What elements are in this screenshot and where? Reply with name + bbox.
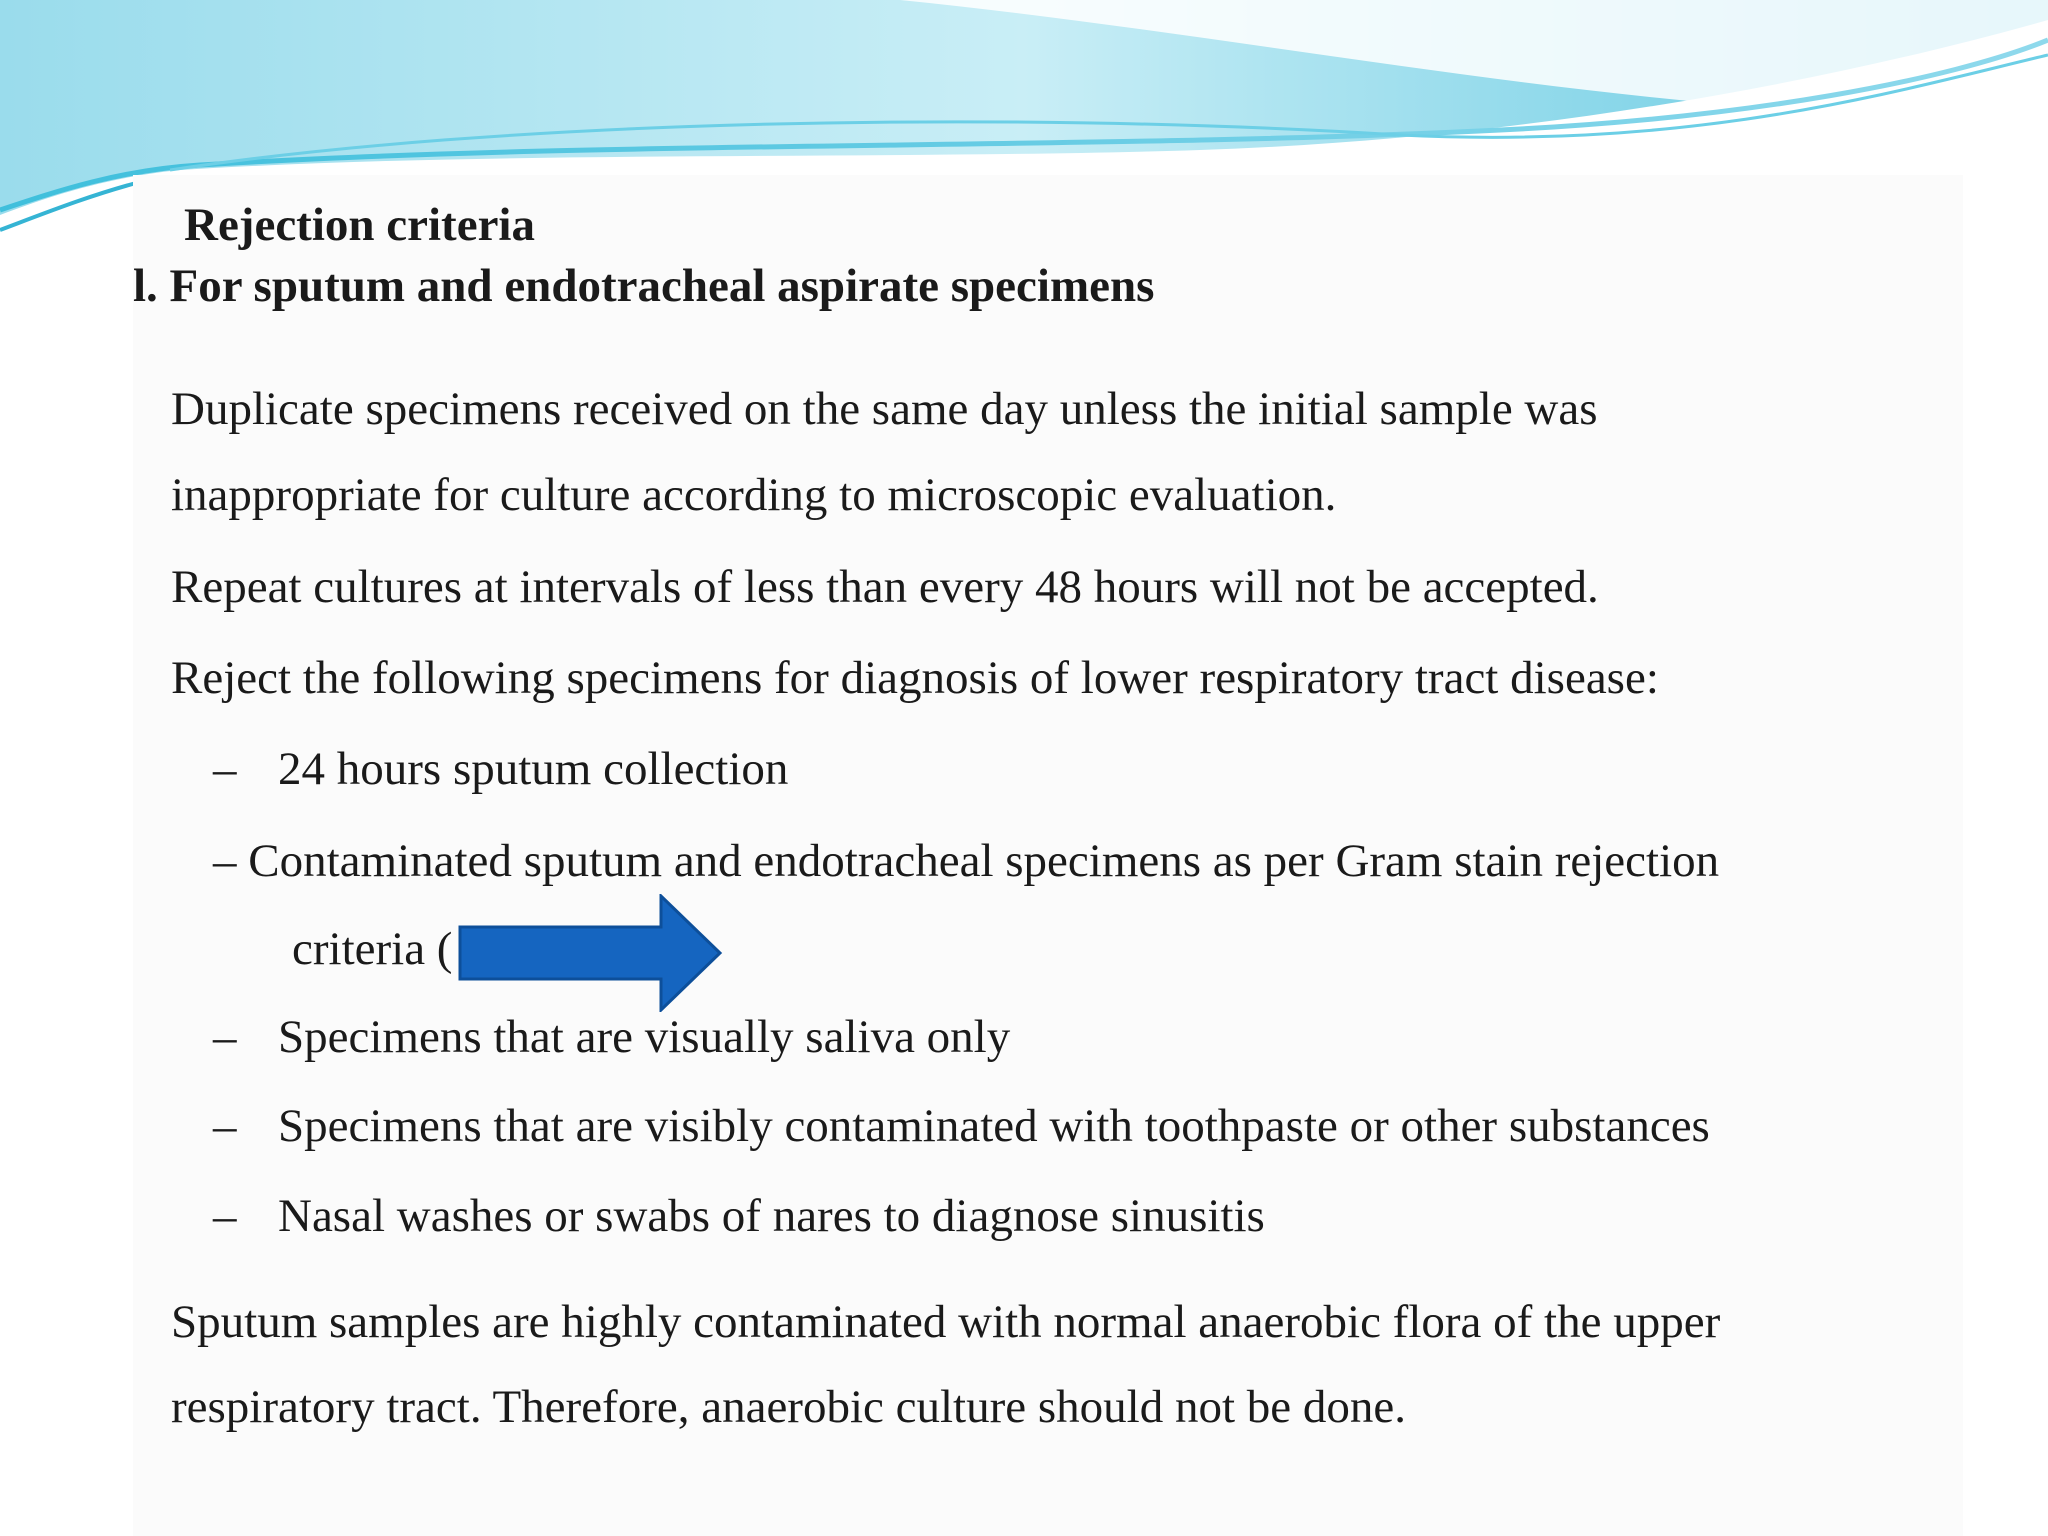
bullet-dash-1: – [213, 743, 237, 795]
bullet-2-line-2: criteria ( [292, 923, 453, 975]
bullet-dash-5: – [213, 1190, 237, 1242]
paragraph-1-line-2: inappropriate for culture according to microscopic evaluation. [171, 469, 1337, 521]
paragraph-4-line-1: Sputum samples are highly contaminated with normal anaerobic flora of the upper [171, 1296, 1721, 1348]
bullet-1: 24 hours sputum collection [278, 743, 789, 795]
slide-subheading: l. For sputum and endotracheal aspirate specimens [133, 260, 1155, 312]
bullet-3: Specimens that are visually saliva only [278, 1011, 1011, 1063]
bullet-4: Specimens that are visibly contaminated with toothpaste or other substances [278, 1100, 1710, 1152]
right-arrow-icon [458, 894, 723, 1012]
paragraph-1-line-1: Duplicate specimens received on the same day unless the initial sample was [171, 383, 1598, 435]
paragraph-4-line-2: respiratory tract. Therefore, anaerobic culture should not be done. [171, 1381, 1406, 1433]
slide-heading: Rejection criteria [184, 199, 535, 251]
bullet-2-line-1: – Contaminated sputum and endotracheal specimens as per Gram stain rejection [213, 835, 1720, 887]
paragraph-3: Reject the following specimens for diagnosis of lower respiratory tract disease: [171, 652, 1659, 704]
paragraph-2: Repeat cultures at intervals of less than every 48 hours will not be accepted. [171, 561, 1599, 613]
bullet-dash-3: – [213, 1011, 237, 1063]
bullet-dash-4: – [213, 1100, 237, 1152]
bullet-5: Nasal washes or swabs of nares to diagnose sinusitis [278, 1190, 1265, 1242]
